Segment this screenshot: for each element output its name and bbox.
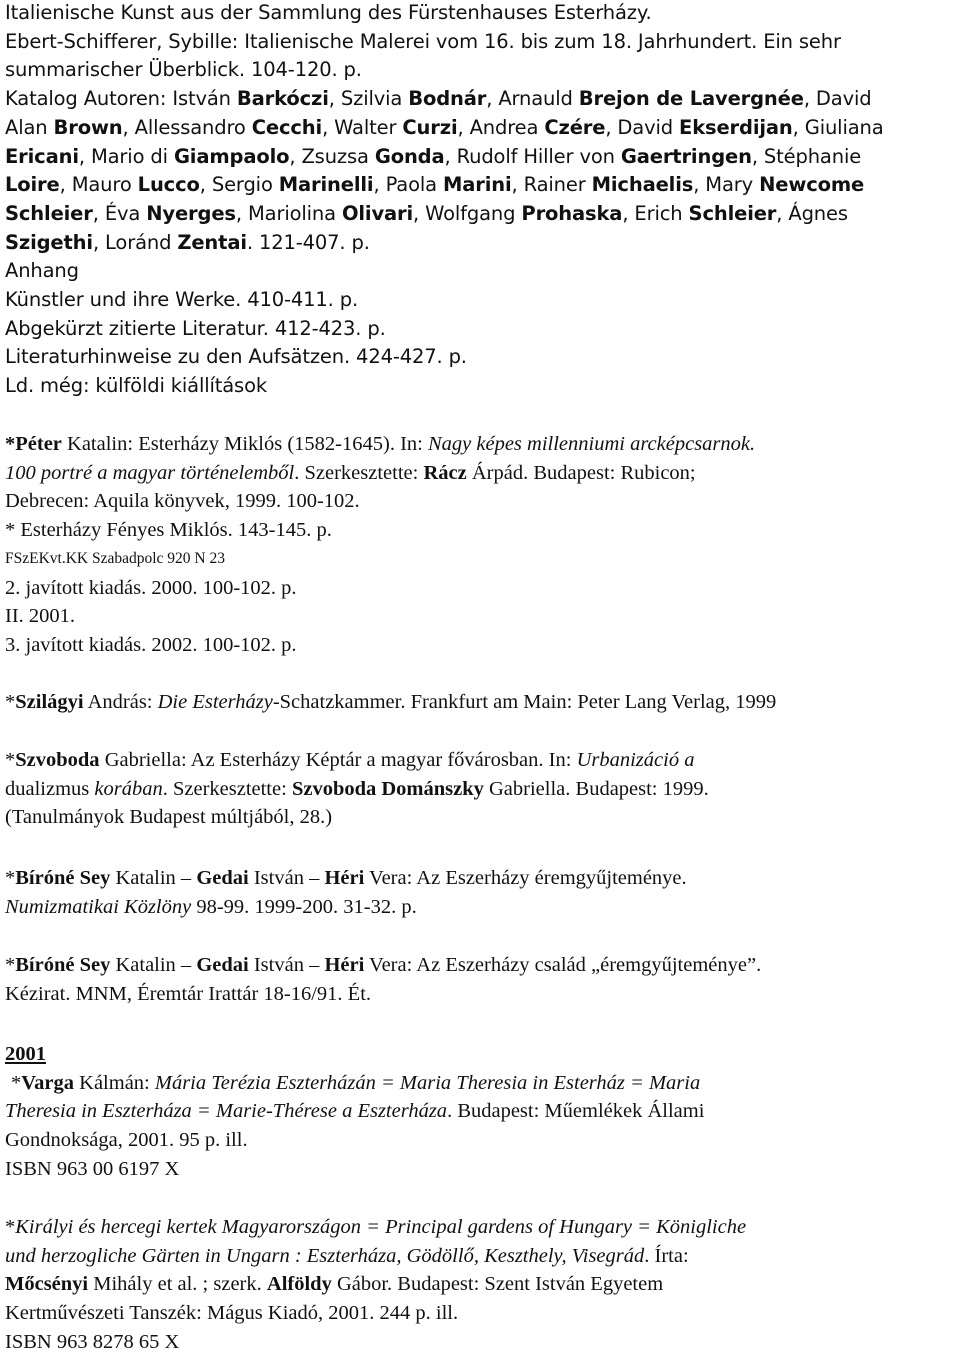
text-line [5,257,954,286]
text-line [5,631,954,660]
text-run: * [5,691,16,713]
title-text: 100 portré a magyar történelemből [5,461,295,484]
text-run: , Paola [373,173,443,197]
text-line [5,602,954,631]
text-line [5,315,954,344]
text-run: Gabriella: Az Esterházy Képtár a magyar fővárosban. In: [99,749,577,771]
title-text: Die Esterházy [157,691,273,713]
text-run: , Mary [693,173,760,197]
text-run: Árpád. Budapest: Rubicon; [466,461,696,484]
text-line [5,1155,954,1184]
author-surname: Szigethi [5,230,93,254]
author-surname: Schleier [688,201,777,225]
author-surname: Loire [5,173,60,197]
text-run: , Mariolina [235,201,342,225]
text-run: István – [248,954,325,976]
text-line [5,143,954,172]
text-run: . Írta: [644,1244,689,1267]
author-surname: Brown [53,115,123,139]
text-run: , Mauro [59,173,138,197]
text-run: , Sergio [199,173,279,197]
text-line [5,516,954,545]
author-surname: Szvoboda Dománszky [291,777,484,800]
text-run: , Stéphanie [751,144,862,168]
author-surname: Czére [544,115,606,139]
year-heading: 2001 [5,1043,46,1065]
text-line [5,200,954,229]
author-surname: Newcome [759,173,865,197]
title-text: Numizmatikai Közlöny [5,895,192,918]
text-run: . Szerkesztette: [162,777,292,800]
author-surname: Nyerges [146,201,236,225]
text-line [5,1299,954,1328]
text-run: , Ágnes [776,201,848,225]
text-run: ISBN 963 00 6197 X [5,1157,180,1180]
text-line [5,372,954,401]
author-surname: Gedai [196,954,249,976]
title-text: Nagy képes millenniumi arcképcsarnok. [427,433,756,455]
text-line [5,951,954,980]
text-line [5,803,954,832]
text-run: Gabriella. Budapest: 1999. [483,777,709,800]
text-line [5,1126,954,1155]
text-run: * [11,1071,22,1094]
text-run: Gábor. Budapest: Szent István Egyetem [331,1273,664,1296]
text-line [5,1040,954,1069]
royal-gardens-entry [5,1213,954,1357]
text-run: , Zsuzsa [289,144,375,168]
text-run: , Wolfgang [413,201,522,225]
text-run: , David [605,115,680,139]
text-line [5,1213,954,1242]
text-run: Katalin – [110,954,197,976]
text-line [5,1097,954,1126]
text-run: Katalin: Esterházy Miklós (1582-1645). In: [61,433,428,455]
text-line [5,487,954,516]
text-run: , Szilvia [328,87,409,111]
title-text: und herzogliche Gärten in Ungarn : Eszterháza, Gödöllő, Keszthely, Visegrád [5,1244,645,1267]
text-run: . Szerkesztette: [294,461,424,484]
text-line [5,0,954,28]
exhibition-catalog-entry [5,0,954,401]
author-surname: Curzi [402,115,458,139]
text-run: * [5,1216,16,1238]
text-line [5,1270,954,1299]
text-run: , Loránd [92,230,178,254]
text-line [5,56,954,85]
author-surname: Marinelli [278,173,374,197]
text-line [5,1242,954,1271]
text-run: , Éva [92,201,147,225]
text-run: Debrecen: Aquila könyvek, 1999. 100-102. [5,490,360,513]
text-line [5,343,954,372]
text-line [5,574,954,603]
text-run: Katalin – [110,867,197,889]
author-surname: Gedai [196,867,249,889]
text-line [5,688,954,717]
text-run: -Schatzkammer. Frankfurt am Main: Peter Lang Verlag, 1999 [272,691,777,713]
author-surname: Zentai [177,230,247,254]
text-run: , Mario di [78,144,174,168]
text-line [5,229,954,258]
author-surname: Bíróné Sey [15,954,111,976]
text-run: Italienische Kunst aus der Sammlung des Fürstenhauses Esterházy. [5,1,652,24]
text-line [5,1328,954,1357]
author-surname: Prohaska [521,201,623,225]
author-surname: Bodnár [408,87,487,111]
text-line [5,775,954,804]
text-line [5,893,954,922]
text-run: Kézirat. MNM, Éremtár Irattár 18-16/91. Ét. [5,982,372,1005]
szvoboda-entry [5,746,954,832]
author-surname: *Péter [5,433,62,455]
text-line [5,28,954,57]
author-surname: Rácz [423,461,467,484]
text-run: Kertművészeti Tanszék: Mágus Kiadó, 2001. 244 p. ill. [5,1302,459,1325]
author-surname: Szilágyi [15,691,84,713]
text-line [5,864,954,893]
text-run: * [5,867,16,889]
text-run: dualizmus [5,777,95,800]
text-run: , Allessandro [122,115,252,139]
author-surname: Mőcsényi [5,1273,89,1296]
author-surname: Héri [324,954,365,976]
title-text: korában [94,777,163,800]
text-run: Literaturhinweise zu den Aufsätzen. 424-427. p. [5,345,467,369]
text-run: István – [248,867,325,889]
text-line [5,286,954,315]
text-run: * [5,749,16,771]
text-run: , Erich [622,201,689,225]
text-run: , Andrea [457,115,545,139]
author-surname: Ericani [5,144,79,168]
title-text: Theresia in Eszterháza = Marie-Thérese a Eszterháza [5,1100,448,1123]
author-surname: Schleier [5,201,93,225]
text-run: II. 2001. [5,605,76,628]
peter-katalin-entry [5,430,954,660]
author-surname: Barkóczi [236,87,329,111]
text-run: , Arnauld [486,87,579,111]
text-line [5,459,954,488]
author-surname: Gonda [374,144,445,168]
text-run: 2. javított kiadás. 2000. 100-102. p. [5,576,297,599]
text-run: , Rudolf Hiller von [444,144,621,168]
szilagyi-entry [5,688,954,717]
text-run: , Giuliana [792,115,884,139]
text-line [5,545,954,574]
text-run: * Esterházy Fényes Miklós. 143-145. p. [5,519,332,542]
author-surname: Marini [443,173,512,197]
text-run: Anhang [5,259,79,283]
author-surname: Szvoboda [15,749,100,771]
author-surname: Gaertringen [620,144,752,168]
author-surname: Brejon de Lavergnée [578,87,804,111]
text-run: 3. javított kiadás. 2002. 100-102. p. [5,633,297,656]
text-run: ISBN 963 8278 65 X [5,1330,180,1353]
text-run: Ld. még: külföldi kiállítások [5,374,267,398]
text-line [5,980,954,1009]
text-run: Alan [5,115,54,139]
text-run: András: [83,691,158,713]
text-line [5,746,954,775]
title-text: Mária Terézia Eszterházán = Maria Theresia in Esterház = Maria [154,1071,701,1094]
text-run: Vera: Az Eszerházy család „éremgyűjteménye”. [364,954,762,976]
text-run: . Budapest: Műemlékek Állami [447,1100,705,1123]
birone-sey-coin-collection-entry [5,864,954,921]
text-run: Mihály et al. ; szerk. [88,1273,267,1296]
text-line [5,430,954,459]
text-run: Kálmán: [74,1071,155,1094]
text-run: 98-99. 1999-200. 31-32. p. [191,895,417,918]
author-surname: Lucco [137,173,200,197]
author-surname: Cecchi [251,115,323,139]
text-run: , Walter [322,115,403,139]
text-run: Ebert-Schifferer, Sybille: Italienische Malerei vom 16. bis zum 18. Jahrhundert. Ein sehr [5,29,841,53]
title-text: Urbanizáció a [576,749,695,771]
text-line [5,1069,954,1098]
text-run: (Tanulmányok Budapest múltjából, 28.) [5,806,333,829]
text-run: * [5,954,16,976]
text-line [5,114,954,143]
text-run: , David [803,87,872,111]
author-surname: Héri [324,867,365,889]
text-run: Katalog Autoren: István [5,87,237,111]
title-text: Királyi és hercegi kertek Magyarországon = Principal gardens of Hungary = Königliche [15,1216,747,1238]
author-surname: Bíróné Sey [15,867,111,889]
text-line [5,85,954,114]
text-line [5,171,954,200]
text-run: . 121-407. p. [246,230,370,254]
author-surname: Alföldy [266,1273,332,1296]
birone-sey-family-collection-entry [5,951,954,1008]
author-surname: Giampaolo [173,144,290,168]
author-surname: Varga [21,1071,75,1094]
text-run: Künstler und ihre Werke. 410-411. p. [5,288,359,312]
text-run: Gondnoksága, 2001. 95 p. ill. [5,1129,248,1152]
author-surname: Michaelis [591,173,694,197]
text-run: , Rainer [511,173,592,197]
author-surname: Olivari [341,201,414,225]
text-run: FSzEKvt.KK Szabadpolc 920 N 23 [5,549,225,567]
text-run: summarischer Überblick. 104-120. p. [5,58,362,82]
text-run: Abgekürzt zitierte Literatur. 412-423. p. [5,316,386,340]
author-surname: Ekserdijan [679,115,793,139]
year-2001-block [5,1040,954,1184]
text-run: Vera: Az Eszerházy éremgyűjteménye. [364,867,687,889]
